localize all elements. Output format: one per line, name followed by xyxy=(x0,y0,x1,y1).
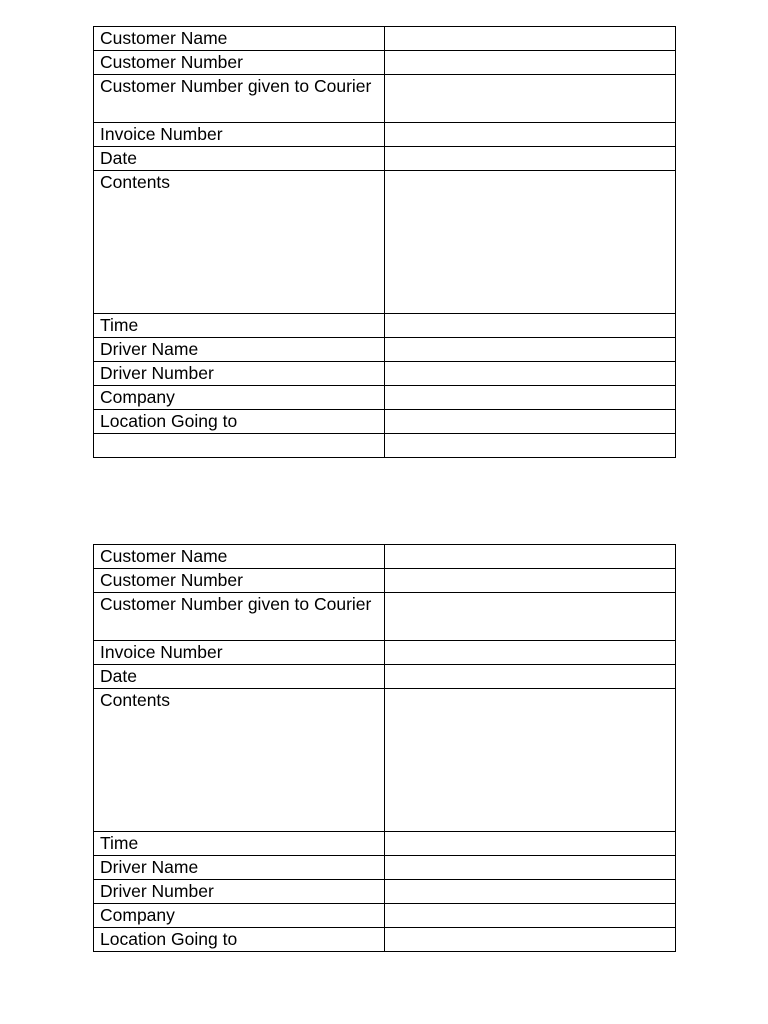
label-invoice-number: Invoice Number xyxy=(94,641,385,665)
label-date: Date xyxy=(94,147,385,171)
field-invoice-number[interactable] xyxy=(385,123,676,147)
label-customer-name: Customer Name xyxy=(94,27,385,51)
label-location-going-to: Location Going to xyxy=(94,410,385,434)
field-driver-name[interactable] xyxy=(385,856,676,880)
row-customer-number xyxy=(94,51,676,75)
label-driver-name: Driver Name xyxy=(94,338,385,362)
field-driver-name[interactable] xyxy=(385,338,676,362)
row-location-going-to xyxy=(94,928,676,952)
row-driver-number xyxy=(94,362,676,386)
field-invoice-number[interactable] xyxy=(385,641,676,665)
label-courier-customer-number: Customer Number given to Courier xyxy=(94,75,385,123)
row-driver-name xyxy=(94,338,676,362)
field-company[interactable] xyxy=(385,386,676,410)
row-contents xyxy=(94,171,676,314)
field-date[interactable] xyxy=(385,665,676,689)
row-date xyxy=(94,665,676,689)
row-customer-number xyxy=(94,569,676,593)
row-invoice-number xyxy=(94,123,676,147)
field-location-going-to[interactable] xyxy=(385,410,676,434)
field-contents[interactable] xyxy=(385,689,676,832)
label-driver-number: Driver Number xyxy=(94,880,385,904)
field-driver-number[interactable] xyxy=(385,362,676,386)
row-date xyxy=(94,147,676,171)
row-customer-name xyxy=(94,27,676,51)
row-courier-customer-number xyxy=(94,75,676,123)
row-invoice-number xyxy=(94,641,676,665)
field-customer-name[interactable] xyxy=(385,27,676,51)
field-location-going-to[interactable] xyxy=(385,928,676,952)
field-time[interactable] xyxy=(385,314,676,338)
label-blank[interactable] xyxy=(94,434,385,458)
label-driver-name: Driver Name xyxy=(94,856,385,880)
label-company: Company xyxy=(94,386,385,410)
label-invoice-number: Invoice Number xyxy=(94,123,385,147)
label-time: Time xyxy=(94,314,385,338)
field-courier-customer-number[interactable] xyxy=(385,593,676,641)
field-customer-number[interactable] xyxy=(385,51,676,75)
row-courier-customer-number xyxy=(94,593,676,641)
field-customer-number[interactable] xyxy=(385,569,676,593)
label-customer-number: Customer Number xyxy=(94,569,385,593)
field-courier-customer-number[interactable] xyxy=(385,75,676,123)
row-driver-name xyxy=(94,856,676,880)
row-company xyxy=(94,386,676,410)
label-driver-number: Driver Number xyxy=(94,362,385,386)
row-time xyxy=(94,314,676,338)
row-contents xyxy=(94,689,676,832)
courier-form-1 xyxy=(93,26,676,458)
label-location-going-to: Location Going to xyxy=(94,928,385,952)
label-time: Time xyxy=(94,832,385,856)
field-company[interactable] xyxy=(385,904,676,928)
field-customer-name[interactable] xyxy=(385,545,676,569)
row-customer-name xyxy=(94,545,676,569)
row-company xyxy=(94,904,676,928)
label-customer-name: Customer Name xyxy=(94,545,385,569)
label-company: Company xyxy=(94,904,385,928)
field-time[interactable] xyxy=(385,832,676,856)
courier-form-2 xyxy=(93,544,676,952)
field-driver-number[interactable] xyxy=(385,880,676,904)
field-contents[interactable] xyxy=(385,171,676,314)
label-customer-number: Customer Number xyxy=(94,51,385,75)
label-contents: Contents xyxy=(94,171,385,314)
label-date: Date xyxy=(94,665,385,689)
row-location-going-to xyxy=(94,410,676,434)
row-blank xyxy=(94,434,676,458)
label-contents: Contents xyxy=(94,689,385,832)
field-blank[interactable] xyxy=(385,434,676,458)
row-time xyxy=(94,832,676,856)
row-driver-number xyxy=(94,880,676,904)
label-courier-customer-number: Customer Number given to Courier xyxy=(94,593,385,641)
field-date[interactable] xyxy=(385,147,676,171)
